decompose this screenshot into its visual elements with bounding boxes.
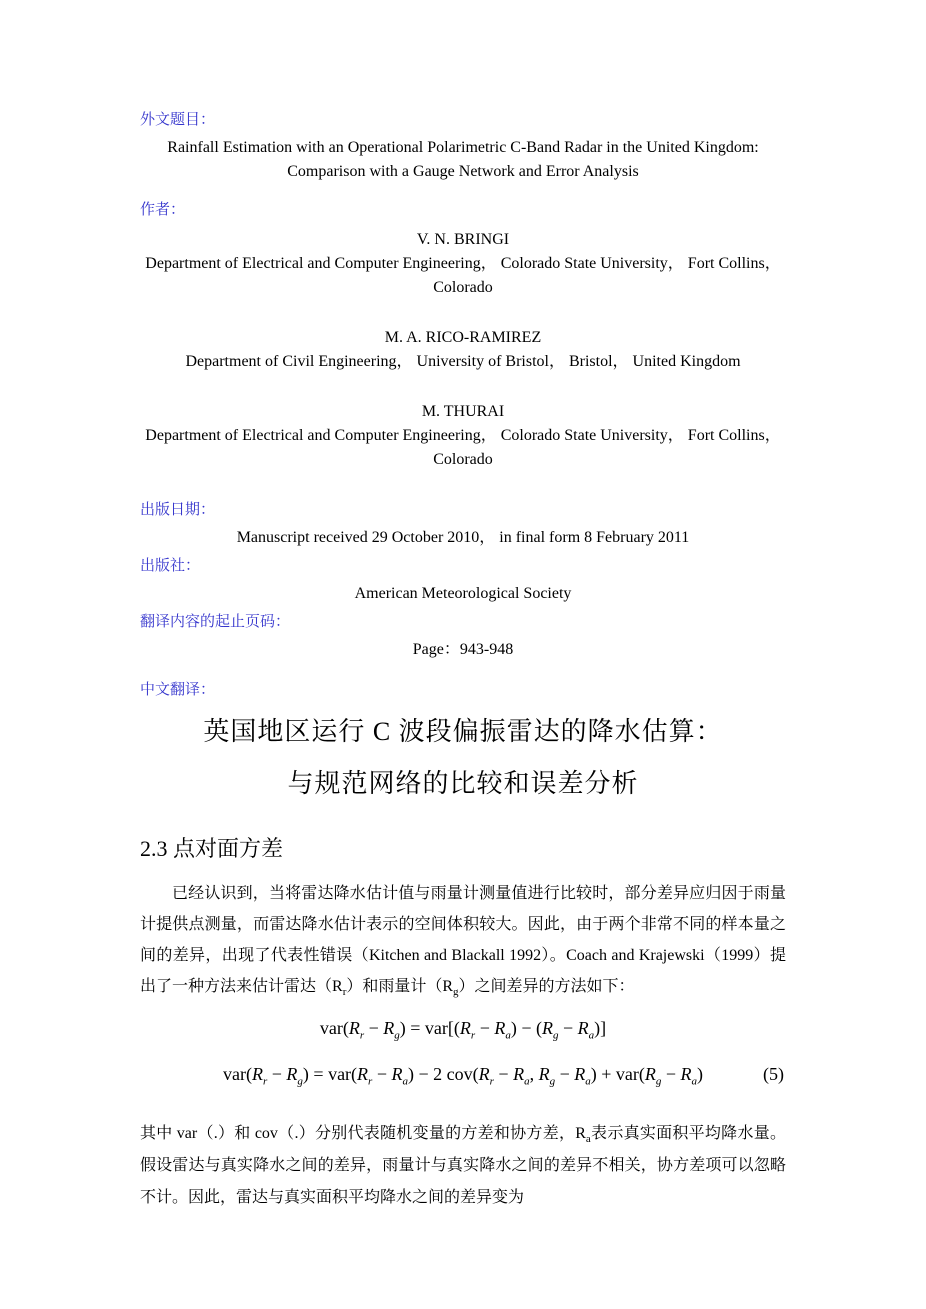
author-block-bringi xyxy=(140,228,786,300)
paper-title-line-2: Comparison with a Gauge Network and Error Analysis xyxy=(287,163,639,180)
paper-title-line-1: Rainfall Estimation with an Operational Polarimetric C-Band Radar in the United Kingdom: xyxy=(167,139,759,156)
equation-2 xyxy=(140,1060,786,1088)
author-block-rico-ramirez xyxy=(140,326,786,374)
equation-2-expression: $var(R_r - R_g) = var(R_r - R_a) - 2$ $cov(R_r - R_a$, $R_g - R_a) + var(R_g - R_a)$ xyxy=(223,1064,703,1088)
author-affiliation: Department of Electrical and Computer Engineering， Colorado State University， Fort Collins， xyxy=(145,427,781,444)
author-affiliation-line2: Colorado xyxy=(433,451,493,468)
publish-date-value: Manuscript received 29 October 2010， in final form 8 February 2011 xyxy=(236,529,690,546)
page-range-value: Page：943-948 xyxy=(412,641,514,658)
publisher-value: American Meteorological Society xyxy=(354,585,572,602)
author-name: M. A. RICO-RAMIREZ xyxy=(384,329,542,346)
cn-title-line-1: 英国地区运行 C 波段偏振雷达的降水估算： xyxy=(203,717,723,746)
label-publish-date: 出版日期： xyxy=(140,502,216,518)
paragraph-representativeness: 已经认识到，当将雷达降水估计值与雨量计测量值进行比较时，部分差异应归因于雨量计提供点测量，而雷达降水估计表示的空间体积较大。因此，由于两个非常不同的样本量之间的差异，出现了代表性错误（Kitchen and Blackall 1992）。Coach and Krajewski（1999）提出了一种方法来估计雷达$(R_r)$和雨量计$(R_g)$之间差异的方法如下： xyxy=(140,885,786,999)
label-publisher: 出版社： xyxy=(140,558,201,574)
label-cn-translation: 中文翻译： xyxy=(140,682,216,698)
label-foreign-title: 外文题目： xyxy=(140,112,216,128)
label-author: 作者： xyxy=(140,202,186,218)
author-name: M. THURAI xyxy=(421,403,505,420)
equation-1 xyxy=(140,1014,786,1042)
author-affiliation: Department of Civil Engineering， University of Bristol， Bristol， United Kingdom xyxy=(185,353,741,370)
section-heading: 2.3 点对面方差 xyxy=(140,836,284,861)
author-name: V. N. BRINGI xyxy=(416,231,510,248)
author-block-thurai xyxy=(140,400,786,472)
label-page-range: 翻译内容的起止页码： xyxy=(140,614,291,630)
equation-1-expression: $var(R_r - R_g) = var[(R_r - R_a) - (R_g - R_a)]$ xyxy=(319,1018,607,1042)
author-affiliation-line2: Colorado xyxy=(433,279,493,296)
equation-2-number: (5) xyxy=(763,1064,784,1084)
cn-title-line-2: 与规范网络的比较和误差分析 xyxy=(287,769,639,798)
paragraph-variance-explanation: 其中 var（.）和 cov（.）分别代表随机变量的方差和协方差，$R_a$表示真实面积平均降水量。假设雷达与真实降水之间的差异，雨量计与真实降水之间的差异不相关，协方差项可以忽略不计。因此，雷达与真实面积平均降水之间的差异变为 xyxy=(140,1125,786,1206)
author-affiliation: Department of Electrical and Computer Engineering， Colorado State University， Fort Collins， xyxy=(145,255,781,272)
